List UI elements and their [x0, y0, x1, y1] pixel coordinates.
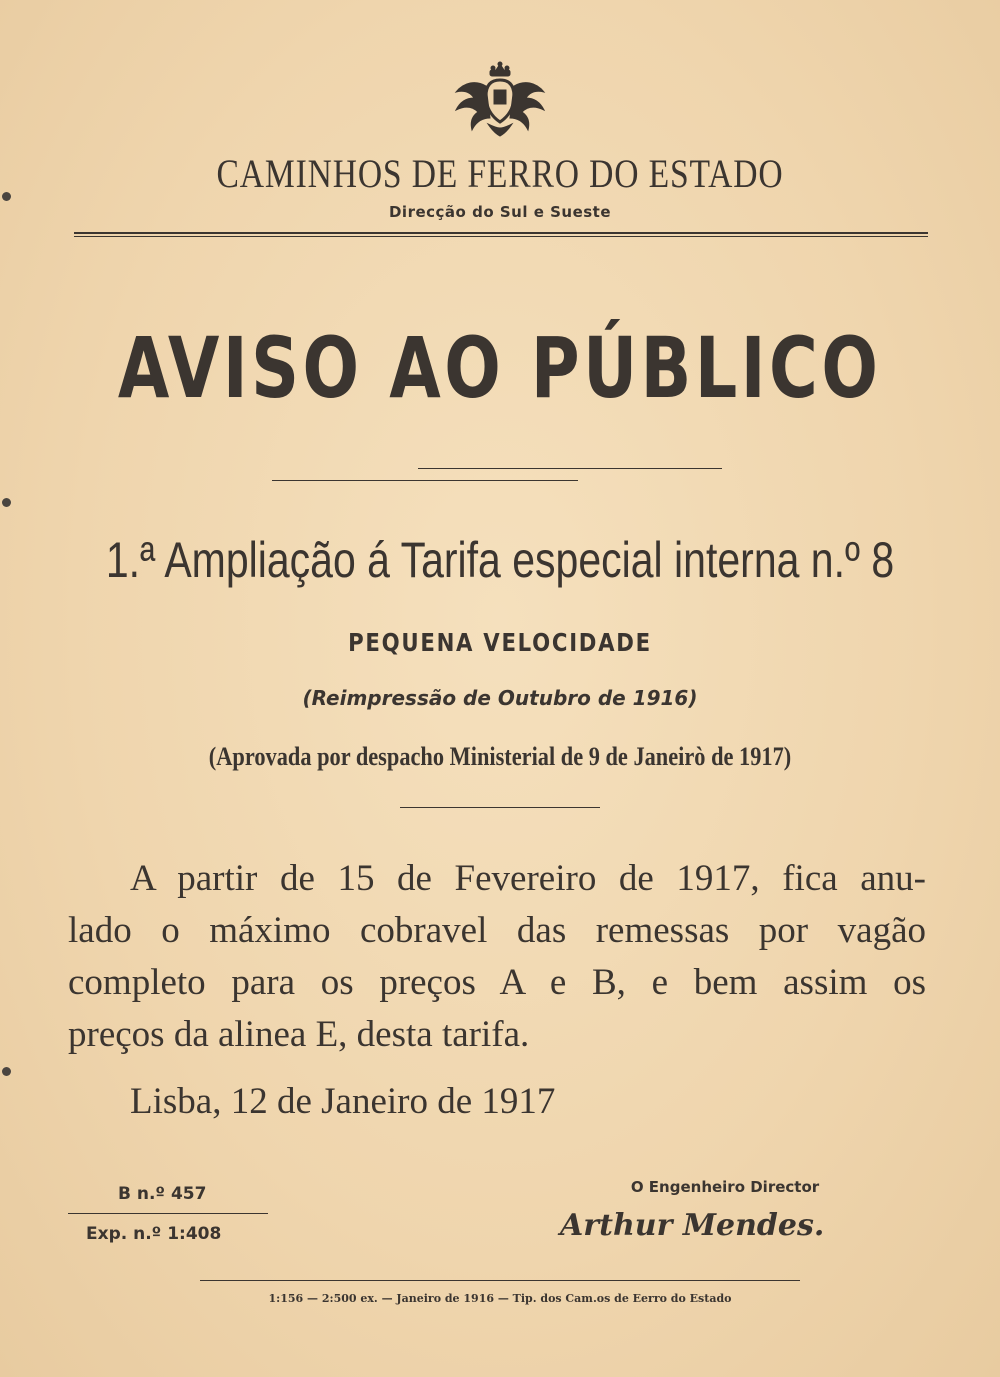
punch-hole [2, 498, 11, 507]
direction-name: Direcção do Sul e Sueste [388, 203, 612, 221]
header-rule [74, 236, 928, 237]
coat-of-arms-icon [448, 60, 552, 140]
page-title: AVISO AO PÚBLICO [117, 319, 882, 417]
divider [272, 480, 578, 481]
body-line: A partir de 15 de Fevereiro de 1917, fica anu- [130, 858, 926, 899]
divider [400, 807, 600, 808]
reprint-note: (Reimpressão de Outubro de 1916) [302, 686, 698, 710]
b-number: B n.º 457 [118, 1184, 207, 1204]
organization-name: CAMINHOS DE FERRO DO ESTADO [216, 151, 784, 196]
printing-info: 1:156 — 2:500 ex. — Janeiro de 1916 — Tip. dos Cam.os de Eerro do Estado [268, 1292, 732, 1305]
footer-rule [200, 1280, 800, 1281]
punch-hole [2, 1067, 11, 1076]
divider [418, 468, 722, 469]
speed-class: PEQUENA VELOCIDADE [348, 628, 652, 657]
exp-number: Exp. n.º 1:408 [86, 1224, 222, 1244]
place-date: Lisba, 12 de Janeiro de 1917 [130, 1081, 556, 1122]
header-rule [74, 232, 928, 234]
body-line: preços da alinea E, desta tarifa. [68, 1014, 530, 1055]
signature: Arthur Mendes. [560, 1208, 825, 1243]
approval-note: (Aprovada por despacho Ministerial de 9 de Janeirò de 1917) [208, 742, 792, 771]
body-line: completo para os preços A e B, e bem assim os [68, 962, 926, 1003]
tariff-subject: 1.ª Ampliação á Tarifa especial interna n.º 8 [105, 532, 895, 588]
signatory-role: O Engenheiro Director [630, 1178, 820, 1196]
body-line: lado o máximo cobravel das remessas por vagão [68, 910, 926, 951]
notice-body [68, 853, 926, 1061]
reference-rule [68, 1213, 268, 1214]
punch-hole [2, 192, 11, 201]
